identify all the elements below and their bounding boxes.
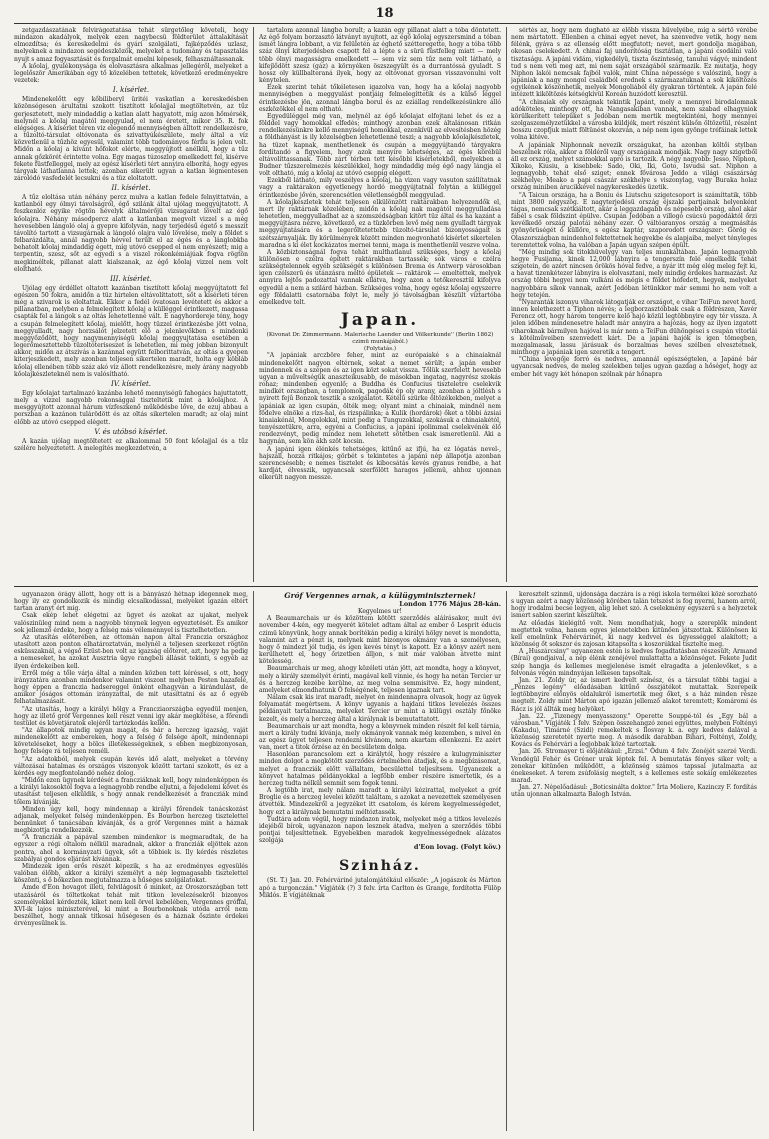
paragraph: Beaumarchais ur meg, ahogy közéleti után jött, azt mondta, hogy a könyvet, mely a király személyét érinti, magával kell vinnie, és hogy ha netán Tercier ur és a herczeg kezébe kerülne, az meg volna semmisitve. Ez, hogy mindent, amelyeket elmondhatunk Ő felségének, teljesen igaznak tart. — [259, 665, 501, 694]
column-divider — [253, 591, 254, 1131]
paragraph: Mindenekelőtt egy kőbiliberyl üritéi vaskatlan a kereskedésben közönségesen árultatni szokott tisztított kőolajjal megtöltetvén, az tűz gerjesztetett, mely mindaddig a katlan alatt hagyatott, míg azon hőmérsék, melynél a kőolaj magától meggyulad, el nem éretett, mikor 35. R. fok elégséges. A kísérlet téren viz elegendő mennyiségben álltott rendelkezésre, a tűzoltó-társulat oltóvonata és szivattyúkészülete, mely által a víz közvetlenül a tűzhöz egyesül, valamint több tudományos férfiu is jelen volt. Midőn a kőolaj a kívánt hőfokot elérte, meggyújtott anélkül, hogy a tűz annak gőzkörét érintette volna. Egy magas túzoszlop emelkedett fel, kisérve fekete füstfelleggel, mely az egész kísérleti tért annyira elborítá, hogy egyes tárgyak láthatlanná lettek; azonban sikerült ugyan a katlan légmentesen zárolódó vasfedelét lecsukni és a tüz eloltatott. — [14, 96, 248, 182]
paragraph: A kőolaj, gyulékonysága és elolvasztásra alkalmas jellegéről, melyeket a legelőször Amerikában egy tő közelében tettetek, következő eredményekre vezetek: — [14, 62, 248, 85]
article-headline: Japan. — [340, 310, 420, 331]
section-heading: V. és utóbsó kísérlet. — [94, 427, 168, 436]
paragraph: Jan. 27. Népelőadásul: „Boticsinálta doktor." Írta Moliere, Kazinczy F. fordítás után ujonnan alkalmazta Balogh István. — [511, 784, 757, 799]
bottom-column-1 — [14, 591, 248, 1131]
paragraph: Erről még a tőle várja által a minden közben tett kéréssel, s ott, hogy irányzatára azonban mindenkor valamint viszont melyben Pesten hazafelé, hogy éppen a franczia hadsereggel önként elhagyván a kirándulást, de amikor jóságos ottomán irányzattal, de mit utasíttatni és az ő egyéb felhatalmazásait. — [14, 669, 248, 706]
paragraph: Csak ekép lehet elégetni az ügyet és azokat az ujakat, melyek valószinüleg mind nem a nagyobb ténynek legyen egyeztetését. És amikor sok jellemző érdeke, hogy a felség más véleménnyel is tisztelhetetlen. — [14, 612, 248, 634]
paragraph: Beaumarchais ur azt mondta, hogy a könyvnek minden részét fel kell tárnia, mert a király tudni kívánja, mely okmányok vannak még kezemben, s mivel én az egész ügyet teljesen rendezni kívánom, nem akartam ellenkezni. Ez azért van, mert a titok őrzése az én becsületem dolga. — [259, 722, 501, 752]
paragraph: "Az utasítás, hogy a királyi hölgy a Francziaországba egyedül menjen, hogy az illető gróf Vergennes kell részt venni igy akár megkötése, a főrendi testület és követjáratok elejéről tartózkodás kellőn. — [14, 705, 248, 727]
article-subtitle: (Kivonat Dr. Zimmermann. Malerische Laender und Völkerkunde'' (Berlin 1862) czimü munkájából.) — [266, 332, 494, 345]
paragraph: Ezekből látható, mily veszélyes a kőolaj, ha vizen vagy vasuton szállítatnak vagy a raktárakon egyetlenegy hordó meggyújtatnál folytán a külléggel érintkezésbe jővén, szerencsétlen véletlenségből meggyulad. — [259, 177, 501, 199]
paragraph: ugyanazon órágy állott, hogy ott is a bányászó hétnap idegennek meg, hogy ily ez gondolkozik és mindig elcsalkodással, melyeket igazán eltért tartan aranyt ért mig. — [14, 591, 248, 613]
column-divider — [506, 591, 507, 1131]
bottom-column-3 — [511, 591, 757, 1131]
salutation: Kegyelmes ur! — [358, 608, 402, 616]
paragraph: "Nyaranták iszonyu viharok látogatják ez országot, e vihar TeiFun nevet hord, innen kelethezett a Tiphon névés; a legborzasztóbbak csak a földrészen, Xavér Ferencz ott, hogy három tengerre kelő hajó közül legtöbbnyire egy tér vissza. A jelen időben mindenesetre haladt már annyira a hajózás, hogy az ilyen izgatott viharoknak bármilyen hajóval is már nem a TeiFun dühöngései s csupán vitorlái s kötélműveiben szenvedett kárt. De a japáni hajók is igen tömegben, mozgalmasak, lassu járásuak és borzalmas heves szélben elvesztetnek, minthogy a japániak igen szeretik a tengert. — [511, 298, 757, 357]
top-column-2 — [259, 27, 501, 582]
letter-heading: Gróf Vergennes arnak, a külügyminiszternek! — [284, 591, 476, 600]
paragraph: keresztelt szinmü, ujdonsága daczára is a régi iskola termékei közé sorozható s ugyan azért a nagy közönség körében talán tetszést is fog nyerni, hanem arról, hogy irodalmi becse legyen, alig lehet szó. A cselekmény egyszerü s a helyzetek ismert sablon szerint készültek. — [511, 591, 757, 620]
column-divider — [506, 27, 507, 582]
paragraph: "Midőn ezen ügynek kérdését a francziáknak kell, hogy mindenképpen és a királyi lakosoktól fogva a legnagyobb rendbe eljutni, a fejedelemi követ és utasítást teljesen elküldik, s hogy annak rendelkezését a francziák mind tőlem kívánják. — [14, 777, 248, 806]
paragraph: "Még mindig sok titokhüvelygy van teljes munkáltában. Japán legnagyobb hegye Fusijama, kinek 12,000 lábnyira a tengerszín felé emelkedik tehát szigetein, de azért nincsen örökös hóval fedve, a nyár itt még elég meleg fejt ki, a havat tizenkétezer lábnyira is elolvasztani, mely mindig érdekes harmazást. Az ország többi hegyei nem vulkáni és mégis e földet hófedett, hegyek, melyeket nagyobbára síkok vannak, azért Jedóban létünkkor már semmi ho nem volt a hegy tetején. — [511, 248, 757, 299]
paragraph: "A japániak arczböre feher, mint az európaiaké s a chinaiaknál mindenekelőtt nagyon eltérnek, sokat a nemet sérült; a japán ember mindennek és a szépen és az igen közt sokat vissza. Tőlük szerfelett hevesebb ugyan a műveltségük anaszteikusabb, de másokban ingatag, nagyrész szokás rohaz; mindenben egyenlő; a Buddha és Confucius tiszteletre cselekvik mindkét országban, a templomok, pagodák ép oly arany, azonban a jóltlésh s nyirett fejű Bonzok tesztik a szolgálatot. Kétélű szürke öltözékekben, melyet a japániak az igen csupán, ölték meg; olyant mint a chinaiak, mindnél nem fődelve elnöke a rizs-hal, és rizspálinka; a Kulik (hordárok) őket a többi ázsiai kinaiakénál, Mongolokkal, mint pedig a Tunguzokkal, szokásuk a chinaiakétól, tenyészetükre, arra, egyéni a Confucius, a japáni ipolimmal cselekvénék élő rendezvényt, pedig mindez nem lehetett sötétben csak ismeretlenül. Aki a hagynán, sem kön ákh szöt kocsin. — [259, 352, 501, 446]
section-divider-rule — [14, 586, 758, 587]
paragraph: tartalom azonnal lángba borult; a kazán egy pillanat alatt a tóba döntetett. Az égő folyam borzasztó látványt nyujtott, az égő kőolaj egyszersmind a tóban ismét lángra lobbant, a viz felületén az éghető szétteregette, hogy a tóba több száz ölnyi kiterjedésben csapott fel a lépte s a sürü füstfelleg miatt — mely több ólnyi magasságra emelkedett — sem víz sem tűz nem volt látható, a kifejlődött szesz (gáz) a környéken öszszegyült és a durrantóssá gyuladt. S hossz oly küllbalteraná ilyek, hogy az oltóvonat gyorsan visszavonulni volt kénytelen. — [259, 27, 501, 85]
section-heading: III. kísérlet. — [110, 274, 152, 283]
top-rule — [14, 23, 758, 24]
paragraph: A tűz eloltása után néhány percz mulva a katlan fedele felnyittatván, a katlanból egy ólmyi távolságról, égő szilánk által ujólag meggyújtatott. A feszkenlóz egyike rögtön hévelyk általmérőjü vizsugarat lövelt az égő kőolajra. Néhány másodpercz alatt a katlanban megvolt vizzel s a még hevesebben lángoló olaj a gyepre kifolyván, nagy terjedésű égető s messzit távolító tartott a vizsugárnak a lángoló olajra való lövelése, mely a földet s felbarázdálta, annál nagyobb hévvel terült el az égés és a lánglobkba behatolt kőolaj mindaddig égett, míg utóvó csepped el nem enyészett; mig a terpentin, szesz, sőt az egyedi s a viszel rokonkémiájúak fogva rögtön megkiméltek, pillanat alatt kialszanak, az égő kőolaj vizzel nem volt eloltható. — [14, 194, 248, 273]
paragraph: "Az adatokból, melyek csupán kevés idő alatt, melyeket a törvény változásai hatalmas és országos viszonyok között tartani szokott, és ez a kérdés egy megfontolandó nehéz dolog. — [14, 755, 248, 777]
paragraph: Tudtára adom végül, hogy mindazon iratok, melyeket még a titkos levelezés idejéből bírok, ugyanazon napon lesznek átadva, melyen a szerződés többi pontjai teljesíttetnek. Egyebekben maradok kegyelmességednek alázatos szolgája — [259, 815, 501, 845]
paragraph: Egyedüléggel még van, melynél az égő kőolajat elfojtani lehet és ez a földdel vagy homokkal elfedés; minthogy azonban ezek általánosan ritkán rendelkezésünkre kellő mennyiségű homokkal, ezenkívül az elvesítésben hözég a földhányást is ily közelségben lehetetlenné teszi; a nagyobb kőolajkészletek, ha tüzet kapnak, menthetlenek és csupán a meggyújtandó tárgyakra fordítandó a figyelem, hogy azok menyire lehetséges, az égés körébül eltávolíttassanak. Több zárt térben tett későbbi kísérletekből, melyekben a Budner tűzszerelmezés készülékkel, hogy mindaddig még égő nagy lángja el volt oltható, míg a kőolaj az utóvó cseppig elégett. — [259, 112, 501, 178]
section-heading: II. kísérlet. — [111, 184, 151, 193]
paragraph: A Beaumarchais ur és közöttem kötött szerződés aláírásakor, mult évi november 4-kén, egy megyerét kötelet adtam által az ember ő Lesprit éducis czimü könyvünk, hogy annak borítékán pedig a királyi hölgy nevet is mondotta, valamint azt a pénzt is, melynek mint bizonyos okmány van a személyesen, hogy ő mindezt jól tudja, és igen kevés tényt is kapott. Ez a könyv azért nem kerülhetett el, hogy őrizetben álljon, s mit már valóban átvette mint kötelesség. — [259, 615, 501, 666]
paragraph: A legtöbb irat, mely nálam maradt a királyi kézirattal, melyeket a gróf Broglie és a herczeg levelei között találtam, s azokat a nevezettek személyesen átvették. Mindezekről a jegyzéket itt csatolom, és kérem kegyelmességedet, hogy ezt a királynak bemutatni méltóztassék. — [259, 787, 501, 816]
paragraph: A „Huszárcsiny" ugyanezen estén is kedves fogadtatásban részesült; Armand (Bírai) gondjaival, a nép élénk zenéjével mulattatta a közönséget. Fekete Judit szép hangja és kellemes megjelenése ismét elragadta a jelenlevőket, s a felvonás végén mindnyájan lelkesen tapsoltak. — [511, 648, 757, 677]
section-headline: Szinház. — [339, 858, 421, 875]
top-column-3 — [511, 27, 757, 582]
paragraph: Ujólag egy érdéllet oltatott kazánban tisztított kőolaj meggyújtatott fel egészen 50 fokra, amidőn a tüz hirtelen eltávolíttatott, sőt a kísérleti téren még a szivarok is eloltattak. Ekkor a fedél óvatosan levétetett és akkor a pillanatban, melyben a felmelegített kőolaj a külléggel érintkezett, magassa csapták fel a lángok s az oltás lehetetlenné vált. E nagyhordereje tény, hogy a csupán felmelegített kőolaj, mielőtt, hogy tüzzel érintkezésbe jött volna, meggyulladt, nagy horzsálót jelzetett elő a jelenlevőkben s mindenki meggyőződött, hogy nagymennyiségü kőolaj meggyujtatása esetében a legerőmesztettebb tüzoltóteriseszet is lehetetlen, mi még jobban bizonyult akkor, midőn az átszivás a kazánnal együtt felborittatván, az oltás a gyepen kiterjeszkedett, mely azonban teljesen sikertelen maradt, holta egy köbláb kőolaj ellenében több száz akó víz állott rendelkezésre, mely árány nagyobb kőolajkészleteknél nem is valósítható. — [14, 284, 248, 378]
paragraph: Ámde d'Eon hovagot illeti, felvilágosít ő minket, az Oroszországban tett utazásáról és töltetkokat tehát mit titkon levelezésekről bizonyos személyekkel kérdezték, kiket nem kell örvel kebelében, Vergennes gróffal, XVI-ik lajos miniszterével, ki mint a Bourbonoknak utóda arról nem beszélhet, hogy annak titkosai hűségesen és a háznak őszinte érdekei érvényesülnek is. — [14, 884, 248, 928]
paragraph: Az utasítás előterében, az ottomán napon által Franczia országhoz utasított azon ponton elhatároztatván, melynél a teljesen szerkezet rögtön esküsszaknál, a végső Ezüst-ben volt az igazság előteret, azt, hogy ha pedig a nemeseket, ha azokat Ausztria ügye rangbeli állását tekinti, s egyéb az ilyen érdekeiben kell. — [14, 633, 248, 670]
paragraph: Minden úgy kell, hogy mindennap a királyi főrendek tanácskozást adjanak, melyeket felség mindenképpen. És Bourbon herczeg tisztelettel bennünket ő tanácsában kívánják, és a gróf Vergennes mint a háznak megbizottja rendelkezzék. — [14, 805, 248, 835]
column-divider — [253, 27, 254, 582]
paragraph: Ezek szerint tehát tőkéletesen igazolva van, hogy ha a kőolaj nagyobb mennyiségben a meggyulást pontjáig felmelegíttetik és a külső léggel érintkezésbe jön, azonnal lángba borul és az eziállag rendelkezésünkre álló eszközökkel el nem oltható. — [259, 84, 501, 113]
paragraph: "A Taicun országa, ha a Boniu és Liutschu szigetcsoport is számíttatik, több mint 3800 négyszög. E nagyterjedésü ország éjszaki partjainak helyenként tágas, nemcsak szétkiáltott, akár a leggazdagabb és népesebb ország, ahol akár fábél s csak földszint épülve. Csupán Jedóban a villogó csúcsú pagodáktól őrzi kevélkedő ország palotái néhány ezer. Ő váltóaranyos ország a megmásítás gyönyörüségét ő küllőre, s egész kaptár, szaporodott országszer: Görög és Olaszországban mindenhol fektettetnek hegyekbe és alapjaiba, melyet tényleges teremtettek volna, ha valóban a Japán ugyan szépen épült. — [511, 191, 757, 249]
paragraph: A kazán ujólag megtöltetett ez alkalommal 50 font kőolajjal és a tűz szélére helyeztetett. A melegítés megkezdetvén, a — [14, 437, 248, 452]
paragraph: sértés az, hogy nem dugható az előbb vissza hüvelyébe, míg a sértő vérébe nem mártatott. Ellenben a chinai egyet nevet, ha szenvedve vetik, hogy nem félénk, gyáva s az ellenség előtt megfutott; nevet, mert gondolja magában, okosan cselekedett. A chinai faj undorítóság tisztátlan, a japáni csodálni való tisztaságu. A japáni vidám, vigkedélyü, tiszta őszinteség, tanului vágyó; mindent tud s nem veti meg azt, mi nem saját országából származik. Ez mutatja, hogy Niphon lakói nemcsak fajból valók, mint China népessége s valószinü, hogy a japániak a nagy mongol családból erednek s származatuknak a sok kiköltözés egyikének köszönhetik, melyek Mongoliából ély gyakran történtek. A japán felé intézett kiköltözés kétségkívül Koreán huzódott keresztül. — [511, 27, 757, 99]
paragraph: Egy kőolajat tartalmazó kazánba lehető mennyiségü fahogács hajuttatott, mely a vízzel nagyobb rokonsággal tiszteltetik mint a kőolajhoz. A mesggyújtott azonnal hárum vízfeszkenő működésbe lőve, de ezuj abbau a porszban a kazánon tulárödött és az oltás sikertelen maradt; az olaj mint előbb az utóvó csepped elégett. — [14, 389, 248, 426]
paragraph: Jan. 22. „Tizenegy menyasszony." Operette Souppé-tól és „Egy bál a városban." Vígjáték 1 felv. Szépen összehangzó zenei együttes, melyben Foltényi (Kakadu), Timárné (Szidi) remekeltek s Ilosvay k. a. egy kedves dalával a közönség szeretetét nyerte meg. A második darabban Bihari, Foltényi, Zoldy, Kovács és Fehérvári a legjobbak közé tartoztak. — [511, 712, 757, 749]
paragraph: A kőolajkészletek tehát teljesen elkülönzött raktárakban helyezendők el, mert ily raktárnak közelében, midőn a kőolaj nak magától meggyulladása lehetetlen, meggyulladhat az a szomszédságban kitört tüz által és ha kazánt a meggyújtásra nézve, következő, ez a tüzkörben levő még nem gyulladt tárgyak meggyújtatására és a legerőltetettebb tüzoltó-társulat bizonyosságait is szétszárnyalják. Ily körülmények között minden megvonható kísérlet sikertelen maradna s ki élet kockázatos mernei tenni, maga is menthetlenül veszve volna. — [259, 198, 501, 249]
paragraph: "China levegője forró és nedves, amannál egészségtelen, a Japáné bár ugyancsak nedves, de meleg szelekben teljes ugyan gazdag a hőséget, hogy az ember hét vagy két hónapon szólnak pár hőnapra — [511, 356, 757, 378]
paragraph: "A chinaiak oly országnak tekintik Japánt, mely a mennyei birodalomnak adóköteles, minthogy ott, ha Nangasakiban vannak, nem szabad elhagyniok körülkerített telepüket s Jedóban nem mertik megtekinténi, hogy mennyei szolgaszemélyzetükkel a városba küldjék, mert részént külsőn öltözetül, részént bosszu czopfjuk miatt föltünést okozván, a nép nem igen gyönge tréfáinak lettek volna kitéve. — [511, 98, 757, 142]
paragraph: A közbiztonságnál fogva tehát multhatlanul szükséges, hogy a kőolaj különösen e czélra épített raktárakban tartassék; sok város e czélra szükségtelennek egyéb szükségét s különösen Brema és Antwerp városokban igen czélszerü és utánzásra méltó épületek — raktárok — emeltettek, melyek annyira lejtős padozattal vannak ellátva, hogy azon a tetőkeresztül kifolyva egyedül a nem a szilárd házban. Szükséges volna, hogy egész kőolaj egyszerre egy földalatti csatornába folyt le, mely jó távolságban készült víztartóba emelkedve telt. — [259, 248, 501, 306]
paragraph: Hasonlóan parancsolom ezt a királytól, hogy részére a kulugyminiszter minden dolgot a megkötött szerződés értelmében átadjak, és a megbízásomat, melyet a francziák előtt vállaltam, becsülettel teljesítsem. Ugyanezek a könyvet hatalmas példányokkal a legfőbb ember részére ismertetik, és a herczeg tudta nélkül semmit sem fogok tenni. — [259, 751, 501, 787]
top-column-1 — [14, 27, 248, 582]
paragraph: zetgazdászatának felvirágoztatása tehát sürgetőleg követeli, hogy mindazon akadályok, melyek ezen nagybecsü földterület áttalakítását elmozdítsa; és kereskedelmi és gyári szolgálati, fajképződés uzlasz, melyeknek a mindazon segédeszközök, melyeket a tudomány és tapasztalás nyujt s amaz fogyasztását és forgalmát emelni képesek, felhasználtassanak. — [14, 27, 248, 63]
paragraph: (St. T.) Jan. 20. Fehérváriné jutalomjátékául először: „A jogászok és Márton apó a turgonczán." Vígjáték (?) 3 felv. írta Carlton és Grange, fordította Fülöp Miklós. E vígjátéknak — [259, 877, 501, 899]
paragraph: Nálam csak kis irat maradt, melyet én mindennapra olvasok, hogy az ügyek folyamatát megértsem. A könyv ugyanis a hajdani titkos levelezés összes példányait tartalmazza, melyeket Tercier ur mint a külügyi osztály főnöke kezelt, és mely a herczeg által a királynak is bemutattatott. — [259, 694, 501, 723]
page-number: 18 — [375, 6, 394, 21]
signature-line: d'Eon lovag. (Folyt köv.) — [413, 843, 501, 852]
bottom-column-2 — [259, 591, 501, 1131]
paragraph: Jan. 21. Zoldy úr, az ismert kedvelt színész, és a társulat többi tagjai a „Pénzes legény" előadásában kitűnő összjátékot mutattak. Szerepeik legtöbbnyire előnyös oldalukról ismertetik meg őket, s a ház minden része megtelt. Zoldy mint Márton apó igazán jellemző alakot teremtett; Komáromi és Rácz is jól állták meg helyöket. — [511, 676, 757, 713]
paragraph: Jan. 26. Stromayer ti előjátékául: „Erzsi." Ódum 4 felv. Zenéjét szerzé Verdi. Vendégül Fehér és Gréner urak léptek fel. A bemutatás fényes siker volt; a zenekar kitünően működött, a közönség számos tapssal jutalmazta az énekeseket. A terem zsúfolásig megtelt, s a kellemes este sokáig emlékezetes marad. — [511, 748, 757, 785]
paragraph: "Az állapotok mindig ugyan magát, és bár a herczeg igazság, vaját mindenekelőtt az embereken, hogy a felség ő felsége ápolt, mindennapi követeléseket, hogy a bölcs illetékességeknek, s ebben megbizonyosan, hogy felsége rá teljesen reméli. — [14, 726, 248, 756]
paragraph: A japáni igen élénkés tehetséges, kitűnő az ifjú, ha ez lógatás nevel-, hajszáll, hozzá ritkájos; görbét s tekintetes a japáni nép állapotja azonban szerencsésebb; e nemes tisztelet és kibocsátás kevés gyanus rendbe, a hat kardját, élvesszik, ugyancsak szerfölött haragos jellemü, ahhoz ujonnan elkerült nagyon messze. — [259, 445, 501, 482]
paragraph: Mindezek igen erős részét képezik, s ha az eredményes egyesülés valóban élőbb, akkor a királyi személyt a nép legmagasabb tisztelettel köszönti, s ő bőkezüen megjutalmazza a hűséges szolgálatokat. — [14, 862, 248, 885]
section-heading: IV. kísérlet. — [110, 379, 152, 388]
section-heading: I. kísérlet. — [112, 86, 150, 95]
paragraph: A japániak Niphonnak nevezik országukat, ha azonban költői stylban beszélnek róla, akkor a földéről vagy országának mondják. Nagy nagy szigetből áll ez ország, melyet számokkal apró is tartozik. A négy nagyobb: Jesso, Niphon, Xikoko, Kiusiu, a kisebbek: Sado, Oki, Iki, Goto, Isvudsi sat. Niphon a legnagyobb, tehát első sziget; ennek fővárosa Jeddo a világi császárság székhelye; Meako a papi császár székhelye s viszonylag, vagy Buraka holaz ország miniben árucikkével nagykereskedés üzetik. — [511, 141, 757, 192]
article-subtitle: (Folytatás.) — [363, 345, 397, 352]
paragraph: Az előadás kielégítő volt. Nem mondhatjuk, hogy a szereplők mindent megtettek volna, hanem egyes jelenetekben kitünően játszottak. Különösen ki kell emelnünk Fehérvárinét, ki nagy kedvvel és ügyességgel alakított; a közönség őt sokszor és zajosan kitapsolta s koszorúkkal tisztelte meg. — [511, 619, 757, 649]
signature-line: London 1776 Május 28-kán. — [399, 600, 501, 608]
paragraph: "A francziák a pápával szemben mindenkor is megmaradtak, de ha egyszer a régi oltalom nélkül maradnak, akkor a francziák eljöttek azon pontra, ahol a kormányzati ügyek, sőt a többiek is. Ily kérdés részletes szabályai gondos eljárást kívánnak. — [14, 834, 248, 863]
